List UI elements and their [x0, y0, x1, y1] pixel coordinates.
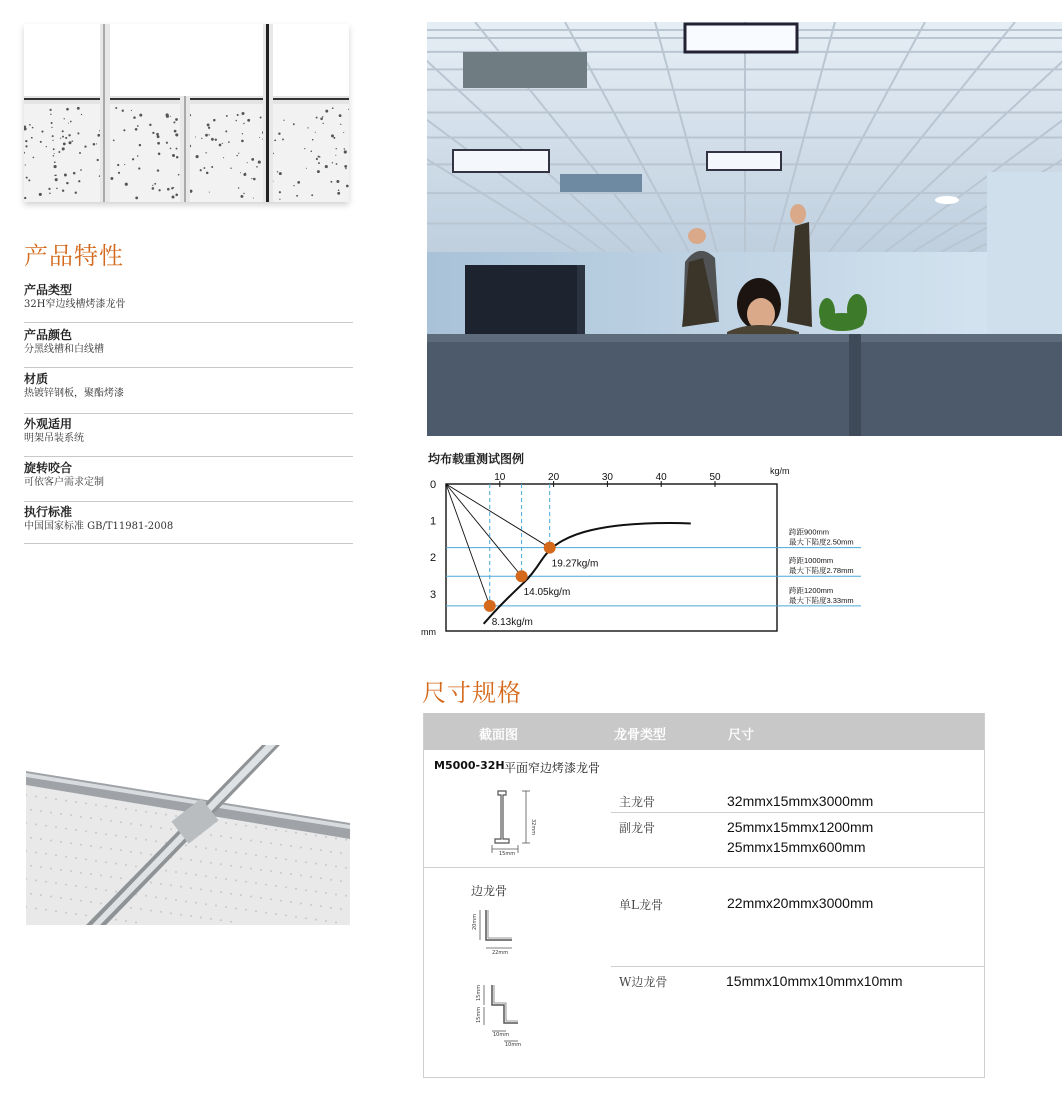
l-width-label: 22mm — [492, 950, 509, 956]
y-axis-label: mm — [421, 627, 436, 637]
feature-value: 热镀锌钢板，聚酯烤漆 — [24, 388, 124, 399]
feature-value: 分黑线槽和白线槽 — [24, 344, 104, 355]
reference-span-label: 跨距1000mm — [789, 556, 834, 566]
load-point — [544, 542, 556, 554]
load-test-chart — [415, 462, 875, 642]
row-type: 单L龙骨 — [619, 898, 663, 912]
edge-label: 边龙骨 — [471, 884, 508, 898]
feature-label: 材质 — [24, 372, 49, 386]
y-tick-label: 0 — [429, 479, 437, 491]
t-height-label: 32mm — [530, 819, 536, 836]
row-size: 25mmx15mmx1200mm — [727, 819, 874, 835]
w-width2-label: 10mm — [505, 1042, 522, 1048]
w-height2-label: 15mm — [476, 1006, 482, 1023]
model-desc: 平面窄边烤漆龙骨 — [504, 761, 601, 775]
header-size: 尺寸 — [728, 728, 755, 743]
row-type: 副龙骨 — [619, 821, 656, 835]
radial-line — [446, 484, 490, 606]
radial-line — [446, 484, 550, 548]
row-type: W边龙骨 — [619, 975, 668, 989]
reference-deflection-label: 最大下陷度2.50mm — [789, 537, 854, 547]
ceiling-panel-photo — [24, 24, 349, 202]
feature-label: 产品类型 — [24, 283, 73, 297]
radial-line — [446, 484, 522, 576]
load-point-label: 8.13kg/m — [491, 616, 533, 628]
feature-value: 明架吊装系统 — [24, 433, 84, 444]
row-type: 主龙骨 — [619, 795, 656, 809]
x-tick-label: 30 — [601, 472, 613, 483]
load-point — [484, 600, 496, 612]
feature-label: 旋转咬合 — [24, 461, 73, 475]
features-title: 产品特性 — [24, 242, 124, 270]
t-profile-section-diagram — [474, 785, 554, 857]
spec-table — [423, 713, 985, 1078]
w-width1-label: 10mm — [493, 1032, 510, 1038]
l-profile-section-diagram — [464, 906, 534, 956]
y-tick-label: 1 — [429, 515, 437, 528]
load-point-label: 14.05kg/m — [523, 587, 571, 599]
feature-value: 32H窄边线槽烤漆龙骨 — [24, 299, 126, 310]
feature-item — [24, 461, 353, 502]
l-height-label: 20mm — [472, 913, 478, 930]
ceiling-grid-photo — [26, 745, 350, 925]
y-tick-label: 2 — [429, 552, 437, 565]
row-divider — [611, 966, 984, 967]
feature-value: 中国国家标准 GB/T11981-2008 — [24, 521, 174, 532]
load-curve — [484, 523, 691, 624]
feature-label: 产品颜色 — [24, 328, 73, 342]
x-axis-label: kg/m — [770, 466, 790, 476]
row-size: 15mmx10mmx10mmx10mm — [726, 973, 903, 989]
row-divider — [424, 867, 984, 868]
spec-title: 尺寸规格 — [422, 679, 522, 707]
w-profile-section-diagram — [462, 981, 542, 1051]
load-point-label: 19.27kg/m — [551, 558, 599, 570]
w-height-label: 15mm — [476, 984, 482, 1001]
reference-deflection-label: 最大下陷度3.33mm — [789, 595, 854, 605]
reference-span-label: 跨距900mm — [789, 527, 830, 537]
feature-item — [24, 505, 353, 544]
x-tick-label: 40 — [655, 472, 667, 483]
office-ceiling-photo — [427, 22, 1062, 436]
t-width-label: 15mm — [499, 851, 516, 857]
feature-label: 外观适用 — [24, 417, 73, 431]
feature-item — [24, 328, 353, 368]
feature-item — [24, 372, 353, 414]
x-tick-label: 20 — [548, 472, 560, 483]
chart-title: 均布载重测试图例 — [428, 452, 525, 466]
row-size: 22mmx20mmx3000mm — [727, 895, 874, 911]
header-section: 截面图 — [479, 728, 519, 743]
feature-value: 可依客户需求定制 — [24, 477, 104, 488]
row-divider — [611, 812, 984, 813]
reference-deflection-label: 最大下陷度2.78mm — [789, 566, 854, 576]
row-size: 25mmx15mmx600mm — [727, 839, 866, 855]
x-tick-label: 10 — [494, 472, 506, 483]
feature-item — [24, 283, 353, 323]
x-tick-label: 50 — [709, 472, 721, 483]
chart-frame — [446, 484, 777, 631]
model-code: M5000-32H — [434, 759, 505, 772]
feature-label: 执行标准 — [24, 505, 73, 519]
load-point — [516, 570, 528, 582]
spec-table-header — [424, 713, 984, 750]
feature-item — [24, 417, 353, 457]
row-size: 32mmx15mmx3000mm — [727, 793, 874, 809]
header-type: 龙骨类型 — [614, 728, 667, 743]
reference-span-label: 跨距1200mm — [789, 585, 834, 595]
y-tick-label: 3 — [429, 588, 437, 601]
